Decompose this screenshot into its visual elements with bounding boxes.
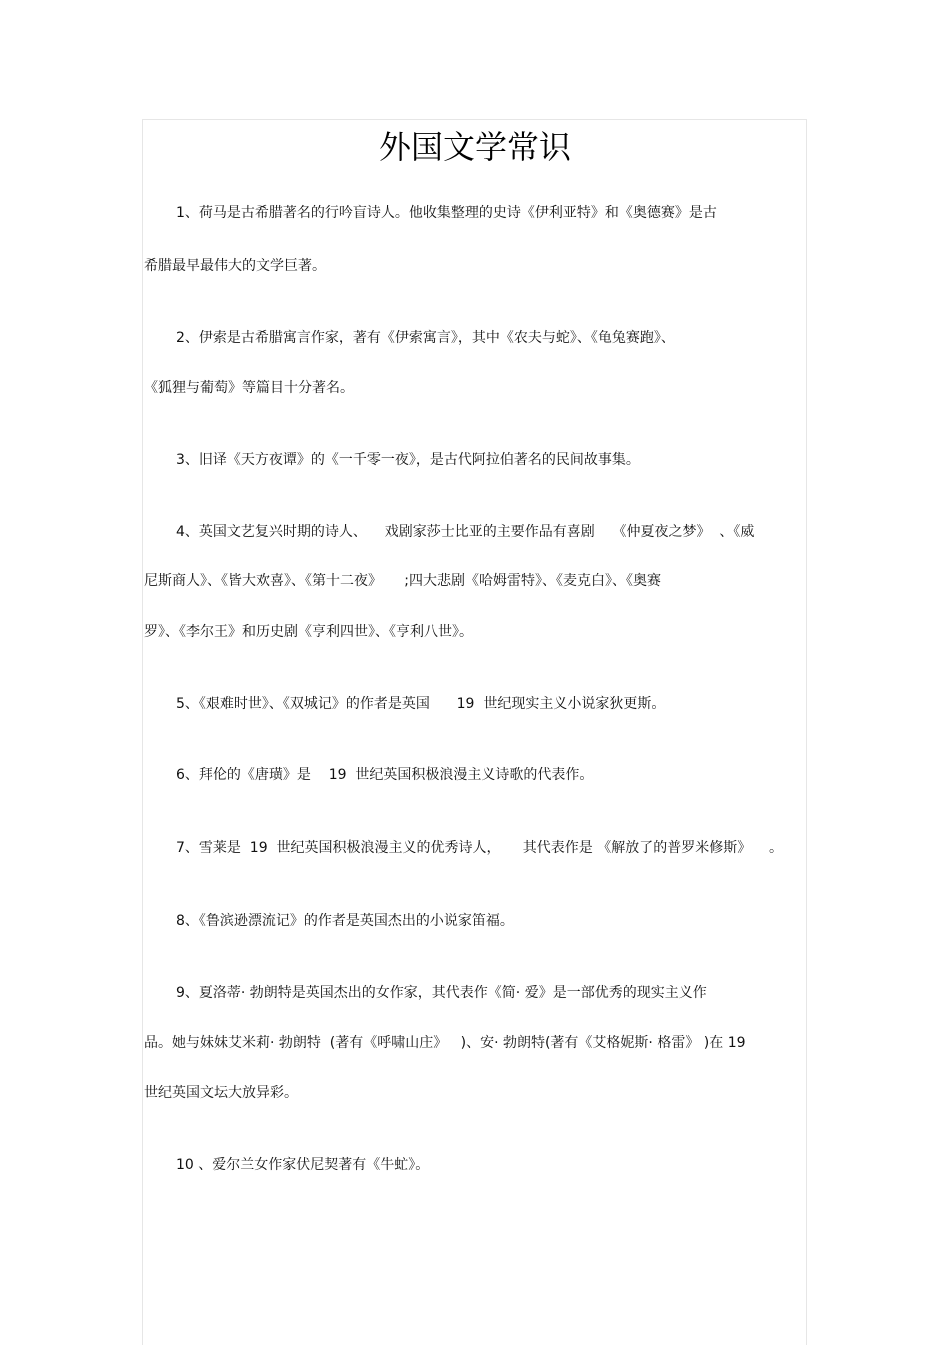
paragraph-4-line-2: 尼斯商人》、《皆大欢喜》、《第十二夜》 ;四大悲剧《哈姆雷特》、《麦克白》、《奥赛 [144,573,661,589]
paragraph-3-line-1: 3、旧译《天方夜谭》的《一千零一夜》，是古代阿拉伯著名的民间故事集。 [176,452,640,468]
page-title: 外国文学常识 [378,128,571,166]
paragraph-1-line-2: 希腊最早最伟大的文学巨著。 [144,258,326,274]
paragraph-9-line-1: 9、夏洛蒂· 勃朗特是英国杰出的女作家，其代表作《简· 爱》是一部优秀的现实主义作 [176,985,707,1001]
paragraph-8-line-1: 8、《鲁滨逊漂流记》的作者是英国杰出的小说家笛福。 [176,913,514,929]
paragraph-10-line-1: 10 、爱尔兰女作家伏尼契著有《牛虻》。 [176,1157,430,1173]
paragraph-6-line-1: 6、拜伦的《唐璜》是 19 世纪英国积极浪漫主义诗歌的代表作。 [176,767,594,783]
paragraph-4-line-1: 4、英国文艺复兴时期的诗人、 戏剧家莎士比亚的主要作品有喜剧 《仲夏夜之梦》 、《威 [176,524,755,540]
paragraph-9-line-2: 品。她与妹妹艾米莉· 勃朗特 (著有《呼啸山庄》 )、安· 勃朗特(著有《艾格妮斯· 格雷》 )在 19 [144,1035,746,1051]
paragraph-4-line-3: 罗》、《李尔王》和历史剧《亨利四世》、《亨利八世》。 [144,624,473,640]
paragraph-5-line-1: 5、《艰难时世》、《双城记》的作者是英国 19 世纪现实主义小说家狄更斯。 [176,696,666,712]
paragraph-1-line-1: 1、荷马是古希腊著名的行吟盲诗人。他收集整理的史诗《伊利亚特》和《奥德赛》是古 [176,205,717,221]
paragraph-9-line-3: 世纪英国文坛大放异彩。 [144,1085,298,1101]
paragraph-2-line-2: 《狐狸与葡萄》等篇目十分著名。 [144,380,354,396]
paragraph-2-line-1: 2、伊索是古希腊寓言作家，著有《伊索寓言》，其中《农夫与蛇》、《龟兔赛跑》、 [176,330,675,346]
paragraph-7-line-1: 7、雪莱是 19 世纪英国积极浪漫主义的优秀诗人， 其代表作是 《解放了的普罗米修斯》 。 [176,840,784,856]
